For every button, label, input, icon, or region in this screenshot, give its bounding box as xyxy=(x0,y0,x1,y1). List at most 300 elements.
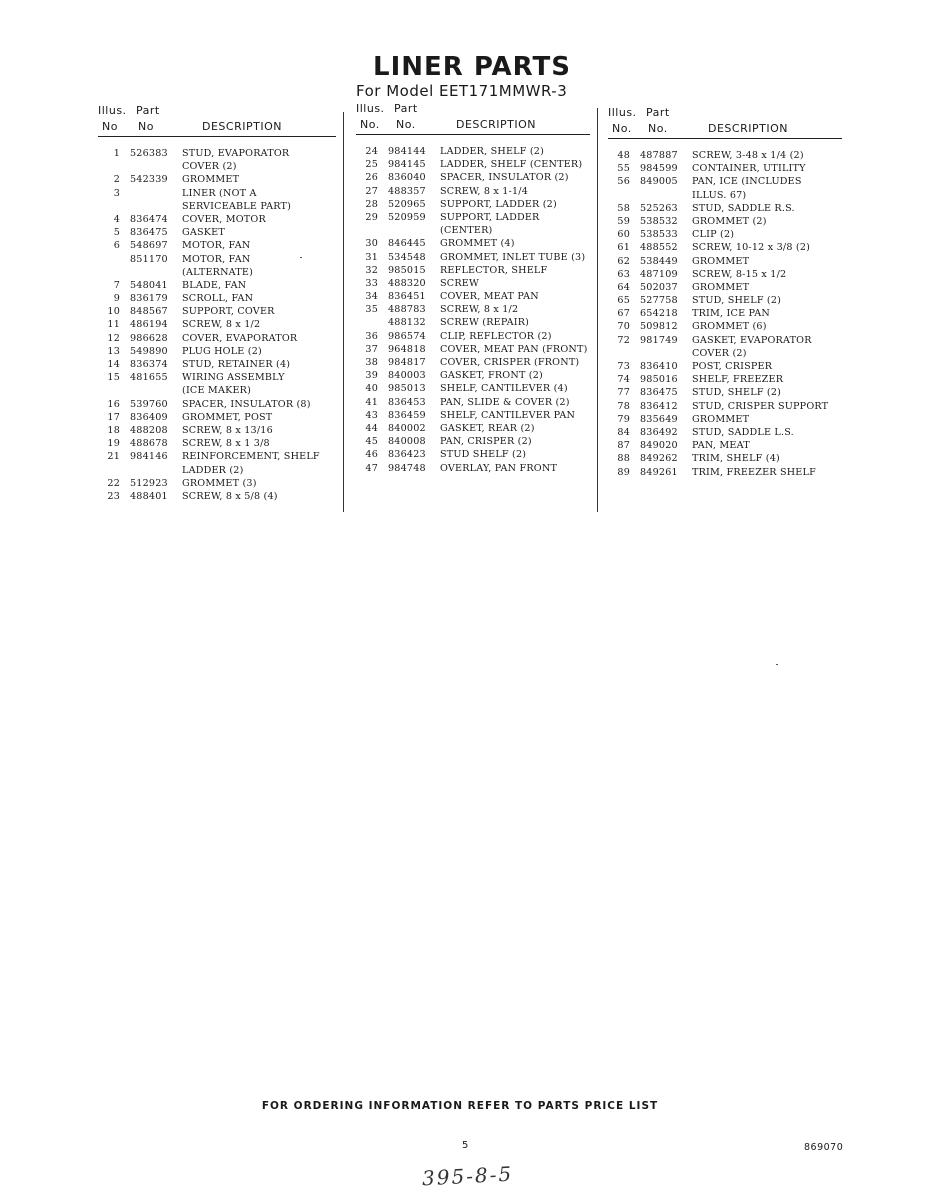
part-number: 509812 xyxy=(640,321,678,333)
illus-number: 16 xyxy=(107,398,120,410)
part-description: ILLUS. 67) xyxy=(692,189,747,201)
part-description: GASKET xyxy=(182,227,225,239)
part-no-header-label: No. xyxy=(396,118,416,131)
table-row xyxy=(608,307,842,320)
part-number xyxy=(630,189,682,202)
table-row xyxy=(608,386,842,399)
table-row xyxy=(98,226,336,239)
part-number: 836451 xyxy=(388,291,426,303)
part-description: BLADE, FAN xyxy=(182,279,247,291)
table-row xyxy=(98,239,336,252)
illus-number: 62 xyxy=(617,255,630,267)
part-number: 549890 xyxy=(130,345,168,357)
part-description: LINER (NOT A xyxy=(182,187,257,199)
part-number xyxy=(120,187,172,200)
illus-number: 39 xyxy=(365,370,378,382)
part-description: SUPPORT, LADDER (2) xyxy=(440,198,557,210)
table-row xyxy=(356,198,590,211)
part-description: SUPPORT, LADDER xyxy=(440,211,540,223)
part-number: 984748 xyxy=(388,462,426,474)
illus-number: 73 xyxy=(617,361,630,372)
part-number: 542339 xyxy=(130,174,168,186)
illus-number: 35 xyxy=(365,304,378,316)
illus-number xyxy=(608,347,630,360)
part-number: 488132 xyxy=(388,317,426,329)
table-row xyxy=(608,149,842,162)
part-description: (ICE MAKER) xyxy=(182,385,252,397)
table-row xyxy=(356,435,590,448)
part-number: 964818 xyxy=(388,343,426,355)
column-divider xyxy=(597,108,598,512)
part-number: 526383 xyxy=(130,148,168,159)
illus-number xyxy=(98,160,120,173)
part-number: 836410 xyxy=(640,361,678,372)
illus-number: 65 xyxy=(617,295,630,307)
part-description: PAN, ICE (INCLUDES xyxy=(692,176,802,188)
part-number: 512923 xyxy=(130,477,168,489)
table-row xyxy=(98,371,336,384)
part-number: 488552 xyxy=(640,242,678,254)
part-number: 487887 xyxy=(640,150,678,161)
table-row xyxy=(356,448,590,461)
part-description: STUD, SADDLE R.S. xyxy=(692,202,795,214)
table-row xyxy=(356,237,590,250)
parts-column-2 xyxy=(356,102,590,475)
table-row xyxy=(356,224,590,237)
page-number: 5 xyxy=(462,1140,469,1151)
table-row xyxy=(356,171,590,184)
illus-number: 88 xyxy=(617,453,630,465)
part-number: 986628 xyxy=(130,332,168,344)
table-row xyxy=(98,253,336,266)
part-number: 538449 xyxy=(640,255,678,267)
part-description: PLUG HOLE (2) xyxy=(182,345,262,357)
table-row xyxy=(98,490,336,503)
table-row xyxy=(608,202,842,215)
table-row xyxy=(98,398,336,411)
column-divider xyxy=(343,112,344,512)
illus-number: 21 xyxy=(107,451,120,463)
parts-column-3 xyxy=(608,106,842,479)
table-row xyxy=(98,464,336,477)
part-number: 849262 xyxy=(640,453,678,465)
part-description: COVER (2) xyxy=(692,347,747,359)
table-row xyxy=(608,255,842,268)
model-subtitle: For Model EET171MMWR-3 xyxy=(356,82,568,100)
part-description: SCREW, 8 x 1-1/4 xyxy=(440,185,529,197)
part-description: GASKET, FRONT (2) xyxy=(440,370,543,382)
part-number: 836423 xyxy=(388,449,426,461)
table-row xyxy=(608,228,842,241)
illus-no-header-label: No. xyxy=(360,118,380,131)
illus-number: 13 xyxy=(107,345,120,357)
part-header-label: Part xyxy=(394,102,418,115)
illus-number: 26 xyxy=(365,172,378,184)
table-row xyxy=(98,424,336,437)
part-number: 836374 xyxy=(130,359,168,370)
part-number: 520959 xyxy=(388,211,426,223)
table-row xyxy=(608,466,842,479)
table-row xyxy=(356,316,590,329)
part-description: LADDER, SHELF (2) xyxy=(440,146,545,157)
table-row xyxy=(356,290,590,303)
illus-number xyxy=(98,253,120,266)
table-row xyxy=(98,173,336,186)
table-row xyxy=(356,396,590,409)
illus-number xyxy=(98,384,120,397)
table-row xyxy=(356,382,590,395)
illus-number: 78 xyxy=(617,400,630,412)
part-number: 534548 xyxy=(388,251,426,263)
part-description: PAN, MEAT xyxy=(692,440,750,452)
column-header xyxy=(356,102,590,135)
part-number: 525263 xyxy=(640,202,678,214)
part-number: 846445 xyxy=(388,238,426,250)
illus-number: 33 xyxy=(365,277,378,289)
part-description: GROMMET, INLET TUBE (3) xyxy=(440,251,586,263)
illus-number: 56 xyxy=(617,176,630,188)
part-number: 488783 xyxy=(388,304,426,316)
table-row xyxy=(98,266,336,279)
part-description: SPACER, INSULATOR (8) xyxy=(182,398,311,410)
illus-number: 12 xyxy=(107,332,120,344)
parts-list xyxy=(356,145,590,475)
illus-number xyxy=(356,224,378,237)
part-description: COVER, MOTOR xyxy=(182,213,266,225)
part-description: STUD, RETAINER (4) xyxy=(182,359,291,370)
part-number: 836453 xyxy=(388,396,426,408)
part-description: COVER, MEAT PAN (FRONT) xyxy=(440,343,588,355)
illus-number: 48 xyxy=(617,150,630,161)
part-number: 836409 xyxy=(130,411,168,423)
table-row xyxy=(98,147,336,160)
part-number xyxy=(120,384,172,397)
table-row xyxy=(608,294,842,307)
part-description: COVER, CRISPER (FRONT) xyxy=(440,357,580,368)
illus-number xyxy=(356,316,378,329)
illus-number: 58 xyxy=(617,202,630,214)
part-number: 836474 xyxy=(130,213,168,225)
document-number: 869070 xyxy=(804,1142,844,1153)
illus-number: 87 xyxy=(617,440,630,452)
part-description: COVER, MEAT PAN xyxy=(440,291,539,303)
table-row xyxy=(608,215,842,228)
illus-number: 84 xyxy=(617,426,630,438)
part-description: GROMMET (4) xyxy=(440,238,515,250)
part-number: 538533 xyxy=(640,229,678,241)
part-description: SCREW, 8 x 1/2 xyxy=(440,304,519,316)
table-row xyxy=(608,320,842,333)
part-description: STUD SHELF (2) xyxy=(440,449,527,461)
parts-list xyxy=(98,147,336,503)
part-number: 488208 xyxy=(130,424,168,436)
table-row xyxy=(98,358,336,371)
part-description: PAN, CRISPER (2) xyxy=(440,436,532,448)
part-description: TRIM, FREEZER SHELF xyxy=(692,466,816,478)
illus-number: 40 xyxy=(365,383,378,395)
ordering-note: FOR ORDERING INFORMATION REFER TO PARTS PRICE LIST xyxy=(261,1100,659,1112)
part-description: STUD, SADDLE L.S. xyxy=(692,426,794,438)
illus-number xyxy=(608,189,630,202)
part-description: (ALTERNATE) xyxy=(182,266,254,278)
part-description: STUD, SHELF (2) xyxy=(692,295,782,307)
part-number: 986574 xyxy=(388,330,426,342)
parts-column-1 xyxy=(98,104,336,503)
part-description: REINFORCEMENT, SHELF xyxy=(182,451,320,463)
part-description: SHELF, CANTILEVER (4) xyxy=(440,383,568,395)
illus-number: 45 xyxy=(365,436,378,448)
part-description: GROMMET (3) xyxy=(182,477,257,489)
part-number: 836475 xyxy=(640,387,678,399)
part-description: SCROLL, FAN xyxy=(182,293,254,305)
illus-number: 29 xyxy=(365,211,378,223)
part-number: 851170 xyxy=(130,253,168,265)
part-number: 840002 xyxy=(388,422,426,434)
part-description: GROMMET, POST xyxy=(182,411,273,423)
illus-number: 41 xyxy=(365,396,378,408)
part-description: LADDER, SHELF (CENTER) xyxy=(440,159,583,171)
table-row xyxy=(608,175,842,188)
part-description: STUD, CRISPER SUPPORT xyxy=(692,400,829,412)
table-row xyxy=(98,437,336,450)
illus-number: 55 xyxy=(617,163,630,175)
description-header-label: DESCRIPTION xyxy=(456,118,536,131)
illus-number: 36 xyxy=(365,330,378,342)
part-description: SCREW xyxy=(440,277,480,289)
table-row xyxy=(608,241,842,254)
illus-number: 22 xyxy=(107,477,120,489)
part-number: 539760 xyxy=(130,398,168,410)
column-header xyxy=(98,104,336,137)
part-number: 488320 xyxy=(388,277,426,289)
part-number xyxy=(120,266,172,279)
illus-number: 43 xyxy=(365,409,378,421)
part-description: SCREW, 3-48 x 1/4 (2) xyxy=(692,150,804,161)
part-description: MOTOR, FAN xyxy=(182,240,251,252)
table-row xyxy=(98,411,336,424)
part-number: 481655 xyxy=(130,372,168,384)
part-description: GROMMET xyxy=(692,281,750,293)
illus-number xyxy=(98,200,120,213)
illus-number: 3 xyxy=(113,187,120,199)
part-number: 548041 xyxy=(130,279,168,291)
illus-number: 30 xyxy=(365,238,378,250)
table-row xyxy=(608,162,842,175)
part-description: GROMMET (2) xyxy=(692,215,767,227)
handwritten-note: 395-8-5 xyxy=(421,1161,514,1191)
illus-number: 44 xyxy=(365,422,378,434)
part-number: 849020 xyxy=(640,440,678,452)
part-description: POST, CRISPER xyxy=(692,361,773,372)
illus-number: 79 xyxy=(617,413,630,425)
part-description: GROMMET xyxy=(692,413,750,425)
part-description: SCREW, 8 x 1 3/8 xyxy=(182,438,270,450)
illus-number: 19 xyxy=(107,438,120,450)
part-number: 486194 xyxy=(130,319,168,331)
part-description: STUD, EVAPORATOR xyxy=(182,148,290,159)
table-row xyxy=(98,279,336,292)
illus-header-label: Illus. xyxy=(356,102,385,115)
part-number xyxy=(120,200,172,213)
scan-speck xyxy=(776,664,778,665)
table-row xyxy=(608,360,842,373)
table-row xyxy=(608,268,842,281)
part-description: SUPPORT, COVER xyxy=(182,306,275,318)
page-title: LINER PARTS xyxy=(373,52,571,82)
illus-number: 61 xyxy=(617,242,630,254)
table-row xyxy=(608,281,842,294)
table-row xyxy=(356,264,590,277)
illus-number: 32 xyxy=(365,264,378,276)
part-description: SCREW, 8-15 x 1/2 xyxy=(692,268,787,280)
part-number: 488401 xyxy=(130,490,168,502)
illus-number: 23 xyxy=(107,490,120,502)
table-row xyxy=(356,251,590,264)
table-row xyxy=(98,200,336,213)
illus-header-label: Illus. xyxy=(608,106,637,119)
part-number: 835649 xyxy=(640,413,678,425)
table-row xyxy=(356,145,590,158)
part-description: GASKET, REAR (2) xyxy=(440,422,535,434)
part-description: GROMMET xyxy=(692,255,750,267)
illus-number: 7 xyxy=(113,279,120,291)
table-row xyxy=(98,345,336,358)
table-row xyxy=(608,189,842,202)
part-number: 984599 xyxy=(640,163,678,175)
part-number xyxy=(630,347,682,360)
illus-number: 25 xyxy=(365,159,378,171)
table-row xyxy=(356,409,590,422)
part-number: 488678 xyxy=(130,438,168,450)
illus-number: 27 xyxy=(365,185,378,197)
part-number: 488357 xyxy=(388,185,426,197)
part-number: 984144 xyxy=(388,146,426,157)
part-number xyxy=(378,224,430,237)
table-row xyxy=(608,347,842,360)
illus-number: 28 xyxy=(365,198,378,210)
part-number xyxy=(120,464,172,477)
part-number: 836459 xyxy=(388,409,426,421)
illus-number: 72 xyxy=(617,334,630,346)
illus-number: 64 xyxy=(617,281,630,293)
part-number: 848567 xyxy=(130,306,168,318)
illus-number: 10 xyxy=(107,306,120,318)
table-row xyxy=(608,334,842,347)
illus-number: 89 xyxy=(617,466,630,478)
part-number xyxy=(120,160,172,173)
parts-list xyxy=(608,149,842,479)
table-row xyxy=(608,439,842,452)
part-description: SPACER, INSULATOR (2) xyxy=(440,172,569,184)
part-number: 840008 xyxy=(388,436,426,448)
table-row xyxy=(608,452,842,465)
part-description: SCREW, 8 x 1/2 xyxy=(182,319,261,331)
part-description: REFLECTOR, SHELF xyxy=(440,264,548,276)
table-row xyxy=(608,400,842,413)
part-description: CLIP (2) xyxy=(692,229,735,241)
illus-no-header-label: No xyxy=(102,120,118,133)
part-number: 981749 xyxy=(640,334,678,346)
illus-number: 38 xyxy=(365,357,378,368)
illus-number: 15 xyxy=(107,372,120,384)
table-row xyxy=(98,160,336,173)
table-row xyxy=(356,462,590,475)
table-row xyxy=(356,356,590,369)
illus-number: 63 xyxy=(617,268,630,280)
part-number: 985015 xyxy=(388,264,426,276)
part-description: SCREW (REPAIR) xyxy=(440,317,530,329)
part-description: (CENTER) xyxy=(440,225,493,237)
illus-number: 6 xyxy=(113,240,120,252)
part-number: 984145 xyxy=(388,159,426,171)
illus-number xyxy=(98,266,120,279)
illus-number: 67 xyxy=(617,308,630,320)
part-description: COVER, EVAPORATOR xyxy=(182,332,298,344)
illus-number: 59 xyxy=(617,215,630,227)
part-number: 836412 xyxy=(640,400,678,412)
illus-number xyxy=(98,464,120,477)
part-description: SCREW, 8 x 13/16 xyxy=(182,424,273,436)
description-header-label: DESCRIPTION xyxy=(708,122,788,135)
part-number: 520965 xyxy=(388,198,426,210)
illus-number: 24 xyxy=(365,146,378,157)
part-description: CONTAINER, UTILITY xyxy=(692,163,806,175)
illus-header-label: Illus. xyxy=(98,104,127,117)
part-number: 836179 xyxy=(130,293,168,305)
illus-no-header-label: No. xyxy=(612,122,632,135)
part-number: 985013 xyxy=(388,383,426,395)
part-number: 527758 xyxy=(640,295,678,307)
table-row xyxy=(98,318,336,331)
illus-number: 77 xyxy=(617,387,630,399)
part-number: 487109 xyxy=(640,268,678,280)
part-description: SHELF, FREEZER xyxy=(692,374,784,386)
illus-number: 17 xyxy=(107,411,120,423)
part-number: 538532 xyxy=(640,215,678,227)
table-row xyxy=(98,292,336,305)
illus-number: 70 xyxy=(617,321,630,333)
part-number: 502037 xyxy=(640,281,678,293)
illus-number: 46 xyxy=(365,449,378,461)
part-number: 836040 xyxy=(388,172,426,184)
table-row xyxy=(98,384,336,397)
illus-number: 2 xyxy=(113,174,120,186)
part-description: TRIM, SHELF (4) xyxy=(692,453,780,465)
part-number: 984817 xyxy=(388,357,426,368)
part-number: 836475 xyxy=(130,227,168,239)
illus-number: 5 xyxy=(113,227,120,239)
part-number: 985016 xyxy=(640,374,678,386)
illus-number: 4 xyxy=(113,213,120,225)
part-description: PAN, SLIDE & COVER (2) xyxy=(440,396,570,408)
part-description: LADDER (2) xyxy=(182,464,244,476)
table-row xyxy=(98,187,336,200)
table-row xyxy=(98,305,336,318)
table-row xyxy=(98,213,336,226)
illus-number: 31 xyxy=(365,251,378,263)
illus-number: 34 xyxy=(365,291,378,303)
table-row xyxy=(356,343,590,356)
part-header-label: Part xyxy=(646,106,670,119)
table-row xyxy=(608,426,842,439)
part-description: OVERLAY, PAN FRONT xyxy=(440,462,558,474)
illus-number: 14 xyxy=(107,359,120,370)
part-number: 849261 xyxy=(640,466,678,478)
table-row xyxy=(98,450,336,463)
illus-number: 74 xyxy=(617,374,630,386)
part-number: 984146 xyxy=(130,451,168,463)
table-row xyxy=(356,369,590,382)
